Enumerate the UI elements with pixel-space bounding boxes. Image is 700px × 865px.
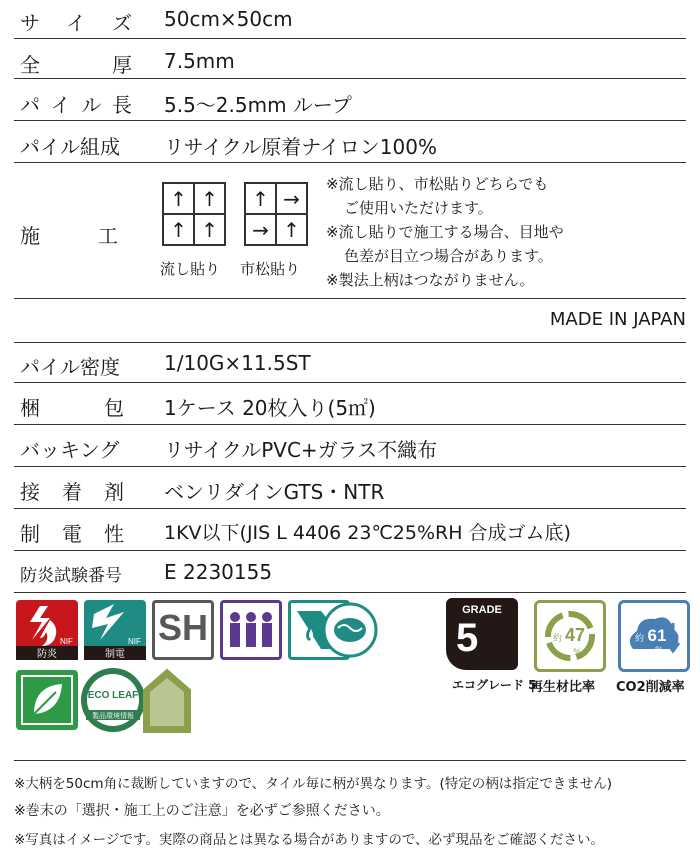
recycle-icon [537,603,603,669]
spec-row-installation [14,164,686,299]
spec-label: サ イ ズ [20,11,132,35]
spec-row-backing [14,426,686,467]
footer-divider [14,760,686,761]
footnote: ※写真はイメージです。実際の商品とは異なる場合がありますので、必ず現品をご確認ください。 [14,832,605,848]
spec-label: 施工 [20,224,176,248]
cloud-icon [621,603,687,669]
spec-value: 1/10G×11.5ST [164,351,311,375]
leaf-icon [16,670,78,730]
spec-row-thickness [14,40,686,79]
svg-text:47: 47 [564,625,586,645]
people-icon [223,603,279,657]
fire-retardant-badge [16,600,78,660]
spec-row-pile-length [14,80,686,121]
co2-reduction-caption: CO2削減率 [616,680,685,695]
ecoleaf-badge [80,666,146,734]
grade-number: 5 [456,616,479,660]
spec-label: 防炎試験番号 [20,566,122,586]
globe-icon [318,600,382,662]
eco-leaf-green-badge [16,670,78,730]
svg-text:%: % [573,648,582,658]
spec-row-pile-density [14,344,686,383]
gpn-badge [140,666,194,736]
spec-label: 接着剤 [20,480,146,504]
recycled-ratio-caption: 再生材比率 [530,680,596,695]
antistatic-badge [84,600,146,660]
pattern-checker-diagram [244,182,308,246]
svg-text:製品環境情報: 製品環境情報 [92,712,134,720]
sh-badge [152,600,214,660]
spec-value: 1KV以下(JIS L 4406 23℃25%RH 合成ゴム底) [164,522,571,544]
install-note: ご使用いただけます。 [344,199,493,217]
install-note: ※流し貼りで施工する場合、目地や [326,223,564,241]
spec-row-size [14,0,686,39]
svg-text:NIF: NIF [128,637,141,646]
svg-text:約: 約 [635,634,645,644]
spec-value: 1ケース 20枚入り(5㎡) [164,396,376,420]
svg-text:ECO LEAF: ECO LEAF [87,690,139,701]
spec-row-pile-composition [14,122,686,163]
arrow-up-icon: ↑ [276,214,307,245]
spec-row-fire-test [14,552,686,593]
ecograde-badge [446,598,518,670]
spec-label: バッキング [20,438,120,462]
arrow-up-icon: ↑ [163,214,194,245]
co2-reduction-badge [618,600,690,672]
origin-label: MADE IN JAPAN [549,309,686,330]
sh-label: SH [157,607,208,648]
spec-label: 全 厚 [20,53,132,77]
spec-row-adhesive [14,468,686,509]
spec-value: ベンリダインGTS・NTR [164,480,385,504]
install-note: 色差が目立つ場合があります。 [344,247,553,265]
house-icon [140,666,194,736]
svg-text:約: 約 [553,634,563,644]
spec-value: リサイクル原着ナイロン100% [164,135,437,159]
footnote: ※巻末の「選択・施工上のご注意」を必ずご参照ください。 [14,803,390,819]
people-badge [220,600,282,660]
spec-value: 50cm×50cm [164,7,293,31]
arrow-right-icon: → [245,214,276,245]
pattern-flow-diagram [162,182,226,246]
fire-icon [16,600,78,660]
footnote: ※大柄を50cm角に裁断していますので、タイル毎に柄が異なります。(特定の柄は指定できません) [14,776,612,792]
install-note: ※製法上柄はつながりません。 [326,271,535,289]
svg-text:%: % [655,646,664,656]
spec-label: 制電性 [20,522,146,546]
arrow-up-icon: ↑ [245,183,276,214]
svg-text:NIF: NIF [60,637,73,646]
svg-text:制電: 制電 [105,649,125,660]
spec-label: パ イ ル 長 [20,93,132,117]
install-note: ※流し貼り、市松貼りどちらでも [326,175,549,193]
spec-value: 5.5〜2.5mm ループ [164,93,352,117]
spec-label: パイル組成 [20,135,120,159]
arrow-up-icon: ↑ [163,183,194,214]
spec-label: 梱包 [20,396,188,420]
svg-text:防炎: 防炎 [37,649,57,660]
svg-text:61: 61 [647,626,667,645]
spec-value: リサイクルPVC+ガラス不織布 [164,438,438,462]
ecograde-caption: エコグレード 5 [452,678,537,692]
pattern-flow-caption: 流し貼り [160,260,221,278]
pattern-checker-caption: 市松貼り [240,260,301,278]
origin-row [14,300,686,343]
arrow-right-icon: → [276,183,307,214]
arrow-up-icon: ↑ [194,214,225,245]
grade-title: GRADE [462,604,502,616]
spec-label: パイル密度 [20,355,120,379]
spec-value: E 2230155 [164,560,273,584]
spec-value: 7.5mm [164,49,235,73]
arrow-up-icon: ↑ [194,183,225,214]
lightning-icon [84,600,146,660]
spec-row-antistatic [14,510,686,551]
spec-row-packing [14,384,686,425]
recycled-ratio-badge [534,600,606,672]
